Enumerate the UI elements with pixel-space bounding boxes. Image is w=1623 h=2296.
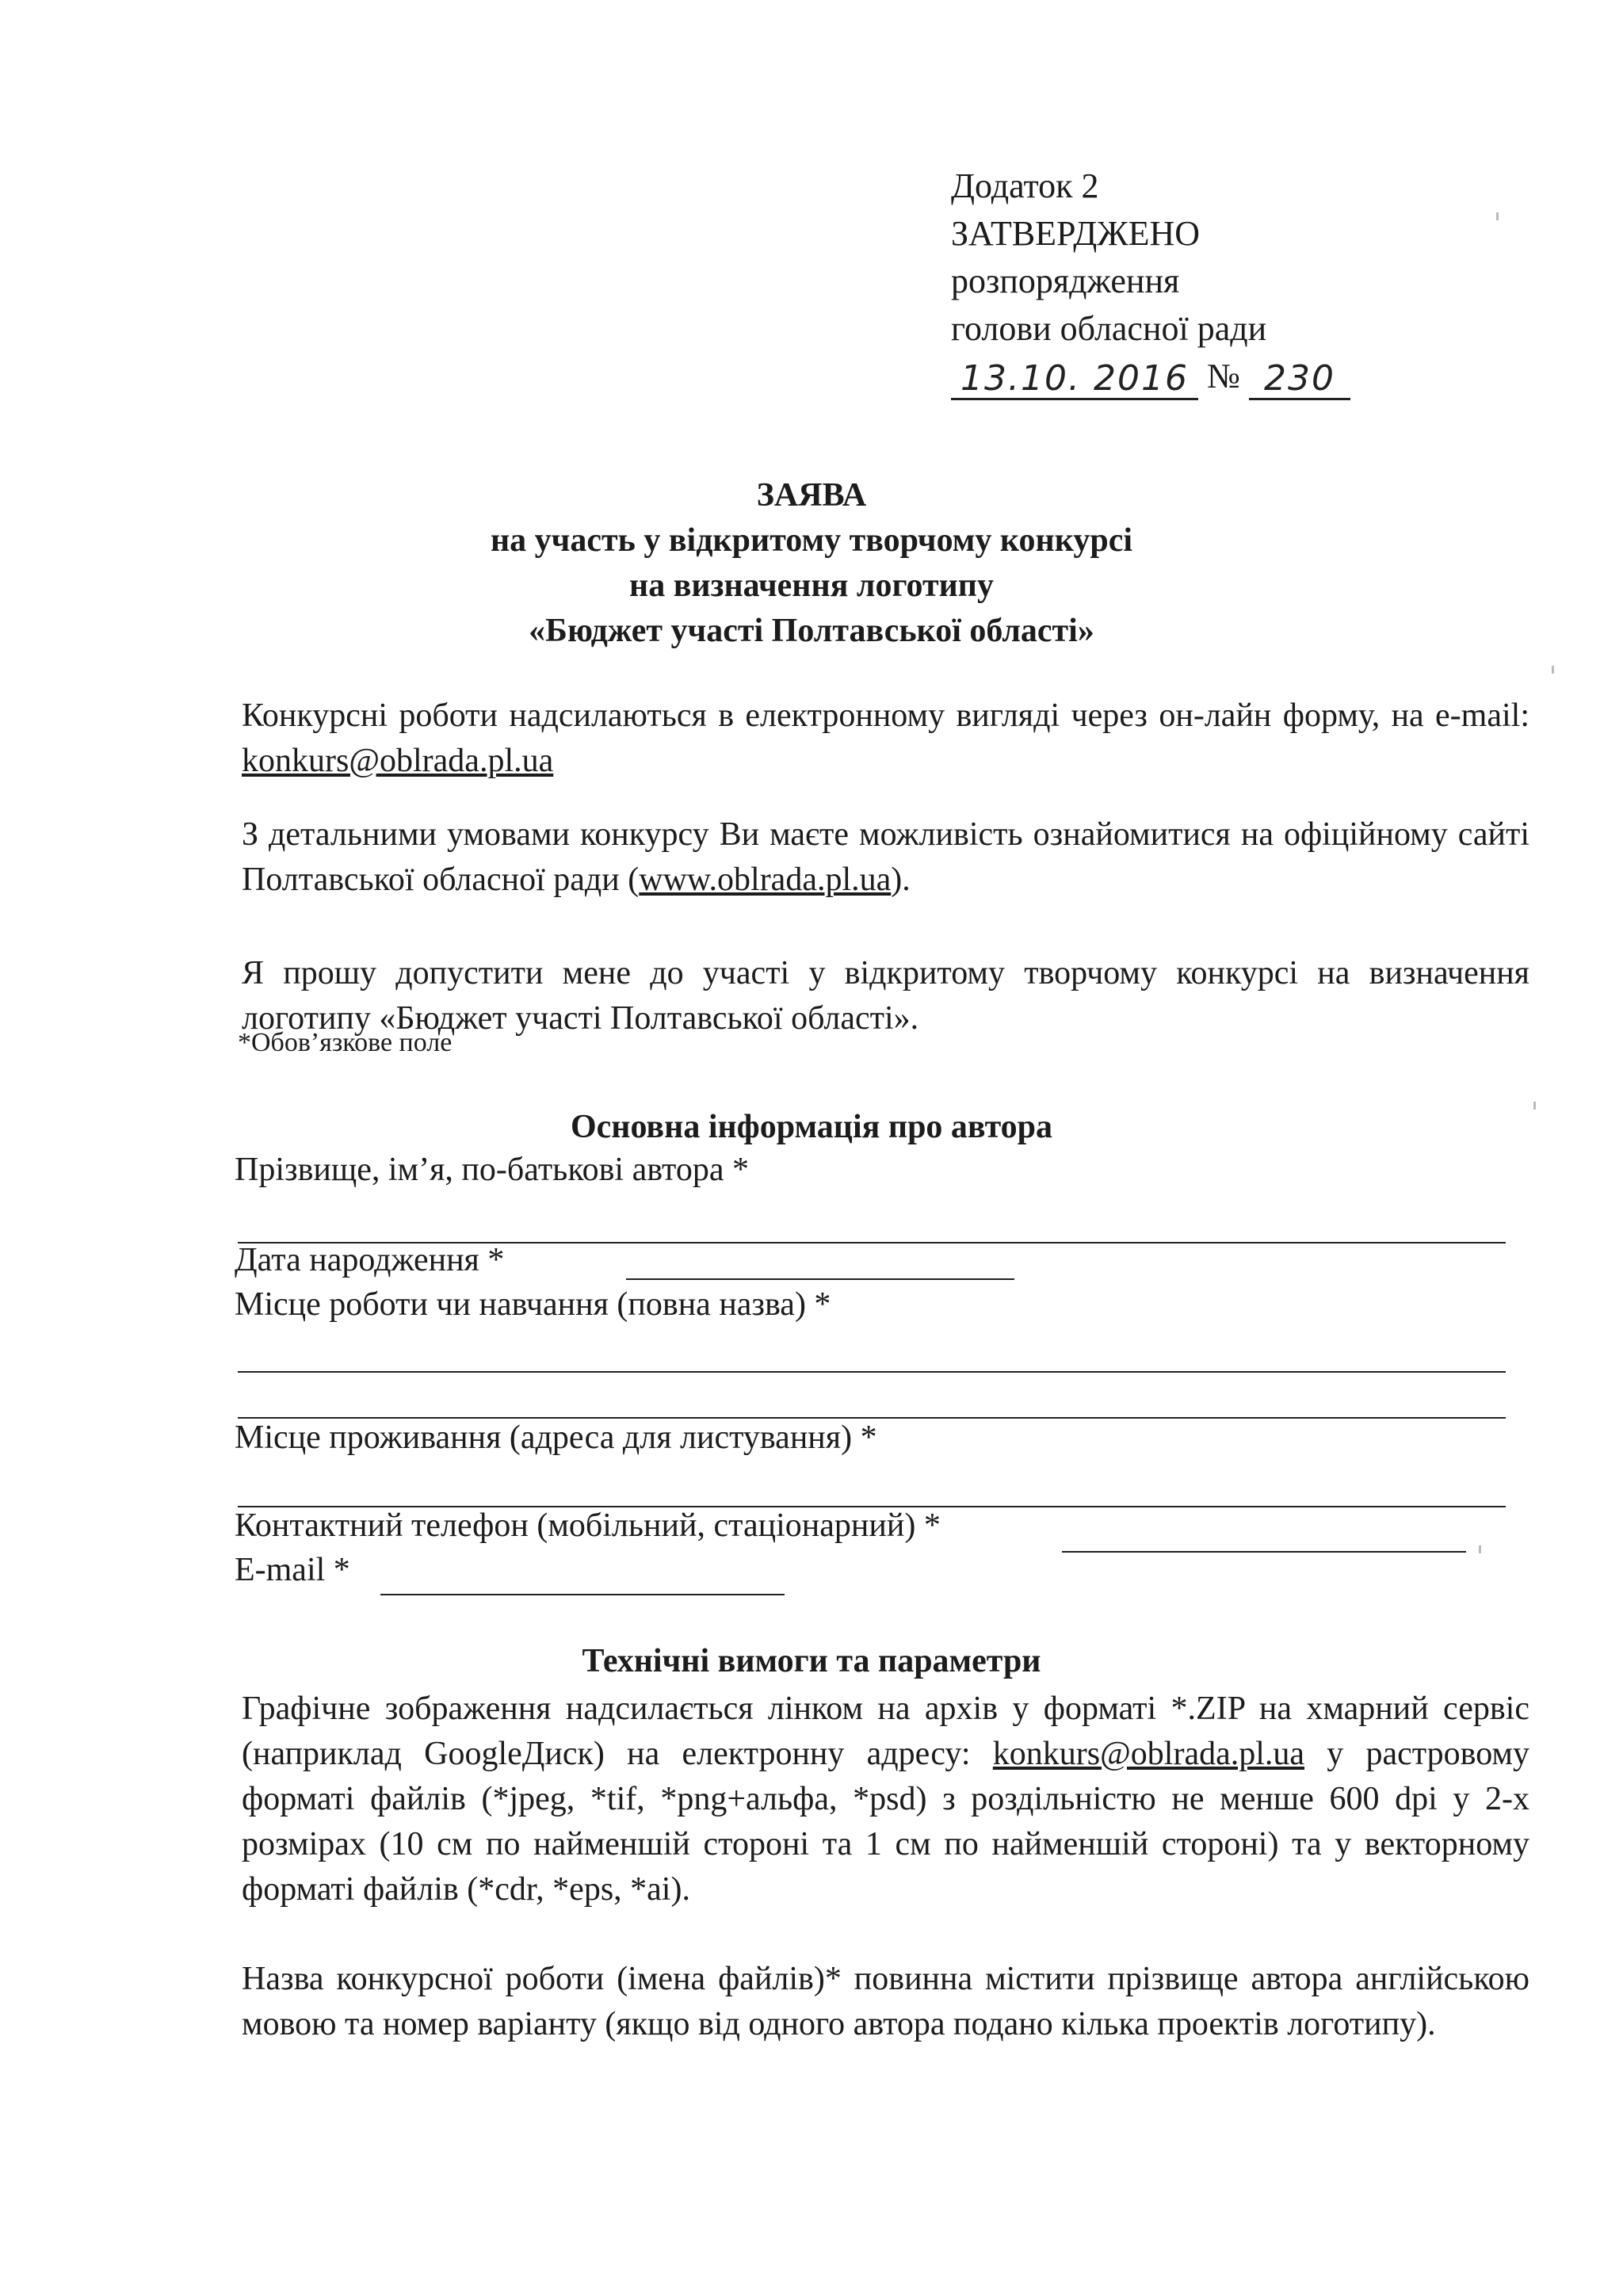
approval-date: 13.10. 2016: [951, 355, 1198, 400]
title-line-3: на визначення логотипу: [629, 567, 994, 604]
scan-speck: [1479, 1545, 1481, 1553]
residence-label: Місце проживання (адреса для листування) *: [235, 1419, 877, 1456]
phone-field[interactable]: [1062, 1551, 1466, 1553]
scan-speck: [1533, 1102, 1536, 1110]
title-line-2: на участь у відкритому творчому конкурсі: [490, 522, 1133, 559]
workplace-label: Місце роботи чи навчання (повна назва) *: [235, 1286, 831, 1323]
document-title: ЗАЯВА: [756, 477, 867, 514]
tech-email-link[interactable]: konkurs@oblrada.pl.ua: [992, 1736, 1305, 1772]
intro-paragraph-1: [242, 693, 1529, 784]
email-field[interactable]: [380, 1594, 785, 1595]
birth-date-field[interactable]: [626, 1278, 1014, 1280]
tech-p1-text: Графічне зображення надсилається лінком на архів у форматі *.ZIP на хмарний сервіс (наприклад GoogleДиск) на електронну адресу:: [242, 1690, 1529, 1772]
approved-label: ЗАТВЕРДЖЕНО: [951, 214, 1201, 253]
council-head-label: голови обласної ради: [951, 309, 1267, 348]
intro-p2-text: З детальними умовами конкурсу Ви маєте можливість ознайомитися на офіційному сайті Полтавської обласної ради (: [242, 816, 1529, 898]
author-section-heading: Основна інформація про автора: [570, 1109, 1053, 1145]
title-line-4: «Бюджет участі Полтавської області»: [529, 613, 1094, 649]
scan-speck: [1496, 212, 1499, 220]
tech-paragraph-2: Назва конкурсної роботи (імена файлів)* повинна містити прізвище автора англійською мовою та номер варіанту (якщо від одного автора подано кілька проектів логотипу).: [242, 1961, 1529, 2042]
tech-section-heading: Технічні вимоги та параметри: [582, 1643, 1041, 1679]
intro-paragraph-3: Я прошу допустити мене до участі у відкритому творчому конкурсі на визначення логотипу «Бюджет участі Полтавської області».: [242, 955, 1529, 1037]
order-label: розпорядження: [951, 262, 1180, 300]
approval-block: [951, 162, 1350, 400]
email-label: E-mail *: [235, 1552, 350, 1588]
number-sign: №: [1207, 357, 1240, 395]
intro-p1-text: Конкурсні роботи надсилаються в електронному вигляді через он-лайн форму, на e-mail:: [242, 697, 1529, 734]
approval-number: 230: [1249, 355, 1350, 400]
full-name-label: Прізвище, ім’я, по-батькові автора *: [235, 1152, 749, 1188]
intro-p2-end: ).: [891, 861, 911, 898]
workplace-field-line-1[interactable]: [238, 1371, 1506, 1373]
approval-date-number: [951, 353, 1350, 400]
tech-p1-rest: у растровому форматі файлів (*jpeg, *tif, *png+альфа, *psd) з роздільністю не менше 600 dpi у 2-х розмірах (10 см по найменшій стороні та 1 см по найменшій стороні) та у векторному форматі файлів (*cdr, *eps, *ai).: [242, 1736, 1529, 1908]
scan-speck: [1552, 666, 1554, 674]
contest-email-link[interactable]: konkurs@oblrada.pl.ua: [242, 743, 554, 779]
council-site-link[interactable]: www.oblrada.pl.ua: [639, 861, 892, 898]
birth-date-label: Дата народження *: [235, 1242, 505, 1278]
appendix-label: Додаток 2: [951, 166, 1099, 205]
phone-label: Контактний телефон (мобільний, стаціонарний) *: [235, 1507, 941, 1544]
required-field-note: *Обов’язкове поле: [238, 1028, 453, 1057]
intro-paragraph-2: [242, 812, 1529, 903]
tech-paragraph-1: [242, 1687, 1529, 1912]
